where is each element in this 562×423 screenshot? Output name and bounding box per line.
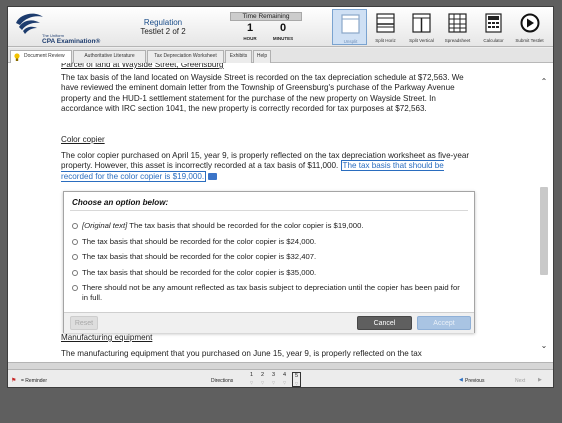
vertical-scrollbar[interactable]	[539, 65, 549, 359]
question-nav-3[interactable]: 3 ▽	[269, 372, 278, 387]
radio-button[interactable]	[72, 239, 78, 245]
paragraph-copier: The color copier purchased on April 15, year 9, is properly reflected on the tax depreciation worksheet as five-year property. However, this asset is incorrectly recorded at a tax basis of $11,000. The tax basis that should be recorded for the color copier is $19,000.	[61, 151, 470, 181]
spreadsheet-label: Spreadsheet	[444, 38, 471, 43]
flag-icon: ⚑	[11, 378, 17, 384]
spreadsheet-button[interactable]	[440, 9, 475, 45]
unsplit-button[interactable]	[332, 9, 367, 45]
calculator-label: Calculator	[483, 38, 504, 43]
heading-color-copier: Color copier	[61, 135, 105, 144]
question-nav-2[interactable]: 2 ▽	[258, 372, 267, 387]
question-nav-1[interactable]: 1 ▽	[247, 372, 256, 387]
scroll-down-icon[interactable]: ⌄	[540, 341, 548, 350]
question-nav-4[interactable]: 4 ▽	[280, 372, 289, 387]
option-5-text: There should not be any amount reflected as tax basis subject to depreciation until the copier has been paid for in full.	[82, 283, 460, 302]
unsplit-label: Unsplit	[343, 39, 358, 44]
question-marker-icon: ▽	[271, 380, 276, 385]
question-marker-icon: ▽	[249, 380, 254, 385]
next-arrow-icon[interactable]: ▶	[538, 377, 542, 383]
split-horizontal-icon	[376, 13, 395, 33]
split-vertical-label: Split Vertical	[409, 38, 434, 43]
submit-arrow-icon	[520, 13, 540, 33]
previous-button[interactable]: Previous	[465, 378, 485, 384]
scrollbar-thumb[interactable]	[540, 187, 548, 275]
split-vertical-button[interactable]	[404, 9, 439, 45]
tab-document-review-label: Document Review	[24, 53, 65, 59]
reminder-legend: = Reminder	[21, 378, 47, 384]
paragraph-manufacturing: The manufacturing equipment that you purchased on June 15, year 9, is properly reflected on the tax	[61, 349, 422, 358]
header-bar	[8, 7, 554, 47]
paragraph-land: The tax basis of the land located on Wayside Street is recorded on the tax depreciation schedule at $72,563. We have reviewed the eminent domain letter from the Township of Greensburg's purchase of the Parkway Avenue property and the HUD-1 settlement statement for the purchase of the new property on Wayside Street. In accordance with IRC section 1041, the new property is correctly recorded for tax purposes at $72,563.	[61, 73, 464, 114]
timer-title: Time Remaining	[230, 12, 302, 21]
tab-help[interactable]: Help	[253, 50, 271, 63]
radio-button[interactable]	[72, 223, 78, 229]
submit-testlet-button[interactable]	[512, 9, 547, 45]
split-horiz-button[interactable]	[368, 9, 403, 45]
spreadsheet-icon	[448, 13, 467, 33]
radio-button[interactable]	[72, 254, 78, 260]
logo-small-text: The Uniform	[42, 33, 65, 38]
calculator-button[interactable]	[476, 9, 511, 45]
timer-minutes-label: MINUTES	[272, 36, 294, 41]
timer-hours: 1	[246, 22, 254, 34]
document-pane	[8, 63, 554, 362]
dialog-title: Choose an option below:	[72, 198, 169, 207]
footer-bar	[8, 369, 554, 388]
scroll-up-icon[interactable]: ⌃	[540, 77, 548, 86]
tab-bar	[8, 48, 554, 63]
accept-button[interactable]: Accept	[417, 316, 471, 330]
question-nav-5[interactable]: 5 ▽	[292, 372, 301, 387]
previous-arrow-icon[interactable]: ◀	[459, 377, 463, 383]
tab-exhibits[interactable]: Exhibits	[225, 50, 252, 63]
split-horiz-label: Split Horiz	[375, 38, 396, 43]
timer-minutes: 0	[279, 22, 287, 34]
question-marker-icon: ▽	[282, 380, 287, 385]
time-remaining	[230, 12, 302, 44]
next-button[interactable]: Next	[515, 378, 526, 384]
radio-button[interactable]	[72, 285, 78, 291]
dialog-divider	[70, 210, 468, 211]
option-4-text: The tax basis that should be recorded for the color copier is $35,000.	[82, 268, 317, 277]
submit-testlet-label: Submit Testlet	[515, 38, 544, 43]
tab-authoritative-literature[interactable]: Authoritative Literature	[73, 50, 146, 63]
cancel-button[interactable]: Cancel	[357, 316, 412, 330]
split-vertical-icon	[412, 13, 431, 33]
directions-link[interactable]: Directions	[211, 378, 234, 384]
heading-parcel: Parcel of land at Wayside Street, Greensburg	[61, 63, 224, 69]
tab-tax-depreciation-worksheet[interactable]: Tax Depreciation Worksheet	[147, 50, 224, 63]
option-1-text: [Original text] The tax basis that should be recorded for the color copier is $19,000.	[82, 221, 364, 230]
section-name: Regulation	[143, 18, 183, 27]
content-bottom-bar	[8, 362, 554, 369]
timer-hour-label: HOUR	[243, 36, 257, 41]
edit-note-icon[interactable]	[208, 173, 217, 180]
testlet-label: Testlet 2 of 2	[140, 27, 186, 36]
dialog-footer	[64, 312, 474, 333]
tab-document-review[interactable]	[10, 50, 72, 64]
heading-manufacturing-equipment: Manufacturing equipment	[61, 333, 153, 342]
lightbulb-icon	[14, 53, 20, 62]
exam-window	[7, 6, 554, 388]
editable-highlight[interactable]: The tax basis that should be recorded for the color copier is $19,000.	[61, 161, 444, 181]
cpa-logo	[14, 11, 114, 45]
radio-button[interactable]	[72, 270, 78, 276]
option-3-text: The tax basis that should be recorded for the color copier is $32,407.	[82, 252, 317, 261]
question-marker-icon: ▽	[260, 380, 265, 385]
logo-big-text: CPA Examination®	[42, 38, 101, 45]
calculator-icon	[484, 13, 503, 33]
logo-icon	[14, 11, 44, 37]
option-2-text: The tax basis that should be recorded for the color copier is $24,000.	[82, 237, 317, 246]
option-dialog	[63, 191, 475, 333]
question-marker-icon: ▽	[294, 381, 299, 386]
section-info	[128, 18, 198, 36]
unsplit-icon	[341, 14, 360, 34]
reset-button[interactable]: Reset	[70, 316, 98, 330]
